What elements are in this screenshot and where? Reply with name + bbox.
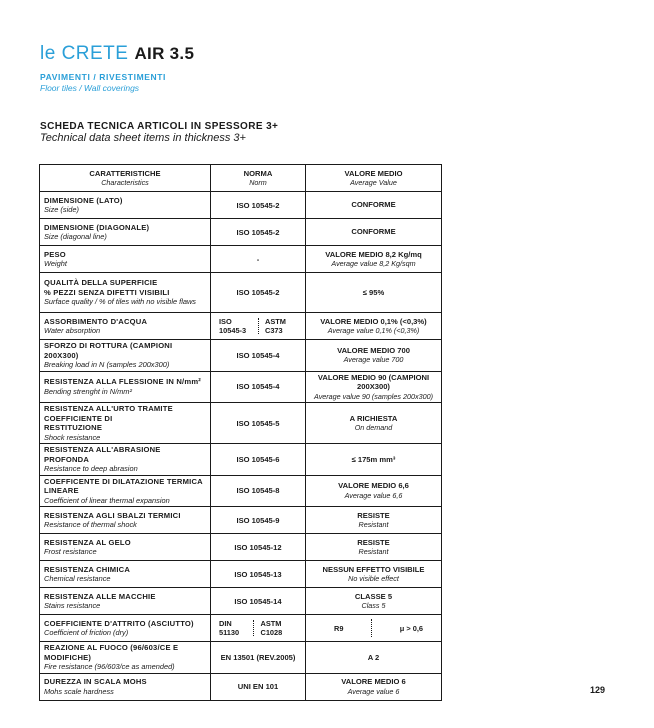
characteristic-it: RESISTENZA ALL'ABRASIONE PROFONDA [44, 445, 161, 464]
norm-cell: - [211, 246, 306, 273]
norm-cell: ISO 10545-2 [211, 192, 306, 219]
characteristic-it: ASSORBIMENTO D'ACQUA [44, 316, 148, 326]
value-cell [306, 615, 442, 642]
characteristic-en: Weight [44, 259, 67, 268]
value-it: RESISTE [357, 510, 390, 520]
table-row [40, 313, 442, 340]
characteristic-cell [40, 444, 211, 476]
brand-header [40, 43, 194, 65]
value-en: Average value 90 (samples 200x300) [314, 391, 433, 401]
value-cell [306, 219, 442, 246]
brand-name: le CRETE [40, 43, 129, 64]
characteristic-it: RESISTENZA CHIMICA [44, 564, 131, 574]
value-en: Average value 6 [347, 686, 400, 696]
norm-primary: ISO 10545-3 [219, 317, 247, 335]
characteristic-it: RESISTENZA AL GELO [44, 537, 131, 547]
characteristic-en: Size (diagonal line) [44, 232, 107, 241]
table-row [40, 340, 442, 372]
characteristic-en: Coefficient of friction (dry) [44, 628, 129, 637]
norm-secondary: ASTM C1028 [260, 619, 283, 637]
table-row [40, 673, 442, 700]
value-en: Resistant [358, 520, 389, 529]
value-en: Average value 0,1% (<0,3%) [327, 326, 420, 335]
characteristic-en: Mohs scale hardness [44, 686, 114, 696]
characteristic-it: QUALITÀ DELLA SUPERFICIE [44, 278, 158, 288]
norm-cell [211, 313, 306, 340]
dotted-divider [371, 619, 372, 637]
category-italian: PAVIMENTI / RIVESTIMENTI [40, 72, 167, 82]
characteristic-en: Coefficient of linear thermal expansion [44, 495, 170, 505]
norm-cell: ISO 10545-4 [211, 371, 306, 403]
characteristic-cell [40, 273, 211, 313]
table-row [40, 588, 442, 615]
norm-cell: ISO 10545-2 [211, 273, 306, 313]
value-cell [306, 246, 442, 273]
table-row [40, 219, 442, 246]
value-en: Class 5 [361, 601, 386, 610]
characteristic-en: Chemical resistance [44, 574, 111, 583]
value-it: ≤ 95% [362, 287, 385, 297]
value-secondary: μ > 0,6 [399, 623, 423, 633]
header-label-it: NORMA [243, 168, 273, 178]
value-en: Average value 6,6 [344, 490, 403, 500]
characteristic-en: Resistance of thermal shock [44, 520, 137, 529]
value-primary: R9 [334, 623, 344, 633]
characteristic-it: COEFFICIENTE D'ATTRITO (ASCIUTTO) [44, 618, 194, 628]
product-model: AIR 3.5 [134, 44, 195, 63]
characteristic-cell [40, 371, 211, 403]
value-it: VALORE MEDIO 700 [337, 345, 410, 355]
characteristic-it: RESISTENZA ALLE MACCHIE [44, 591, 156, 601]
header-norm [211, 165, 306, 192]
value-it: A RICHIESTA [349, 413, 398, 423]
value-it: A 2 [367, 652, 380, 662]
characteristic-cell [40, 192, 211, 219]
characteristic-it: RESISTENZA ALLA FLESSIONE IN N/mm² [44, 377, 201, 387]
value-it: VALORE MEDIO 6,6 [338, 481, 409, 491]
dotted-divider [258, 318, 259, 334]
header-label-en: Average Value [350, 178, 397, 187]
value-cell [306, 588, 442, 615]
header-label-it: VALORE MEDIO [344, 168, 403, 178]
table-row [40, 615, 442, 642]
characteristic-it: COEFFICENTE DI DILATAZIONE TERMICA LINEARE [44, 476, 203, 495]
value-it: VALORE MEDIO 90 (CAMPIONI 200X300) [317, 372, 430, 391]
value-cell [306, 673, 442, 700]
table-row [40, 192, 442, 219]
characteristic-cell [40, 615, 211, 642]
characteristic-cell [40, 475, 211, 507]
dotted-divider [253, 620, 254, 636]
table-row [40, 642, 442, 674]
characteristic-en: Resistance to deep abrasion [44, 464, 138, 473]
norm-cell: ISO 10545-5 [211, 403, 306, 444]
characteristic-it: RESISTENZA AGLI SBALZI TERMICI [44, 510, 181, 520]
table-row [40, 403, 442, 444]
table-row [40, 444, 442, 476]
value-cell [306, 444, 442, 476]
norm-cell: ISO 10545-14 [211, 588, 306, 615]
characteristic-en: Surface quality / % of tiles with no visible flaws [44, 297, 196, 307]
value-cell [306, 403, 442, 444]
value-en: Average value 8,2 Kg/sqm [331, 259, 416, 268]
value-it: CLASSE 5 [354, 591, 393, 601]
characteristic-en: Size (side) [44, 205, 79, 214]
norm-cell: ISO 10545-12 [211, 534, 306, 561]
header-label-it: CARATTERISTICHE [89, 168, 161, 178]
value-it: ≤ 175m mm³ [351, 454, 396, 464]
table-row [40, 273, 442, 313]
header-average-value [306, 165, 442, 192]
norm-cell: ISO 10545-8 [211, 475, 306, 507]
value-it: CONFORME [351, 200, 396, 210]
category-english: Floor tiles / Wall coverings [40, 83, 140, 93]
value-en: No visible effect [348, 574, 399, 583]
sheet-title-italian: SCHEDA TECNICA ARTICOLI IN SPESSORE 3+ [40, 121, 279, 132]
value-en: Resistant [358, 547, 389, 556]
characteristic-cell [40, 340, 211, 372]
norm-cell: ISO 10545-4 [211, 340, 306, 372]
table-row [40, 534, 442, 561]
characteristic-en: Water absorption [44, 326, 101, 335]
characteristic-it: PESO [44, 249, 66, 259]
norm-cell: ISO 10545-13 [211, 561, 306, 588]
norm-secondary: ASTM C373 [264, 317, 286, 335]
norm-cell: UNI EN 101 [211, 673, 306, 700]
characteristic-en: Fire resistance (96/603/ce as amended) [44, 662, 175, 671]
norm-cell [211, 615, 306, 642]
value-it: VALORE MEDIO 8,2 Kg/mq [325, 249, 422, 259]
norm-cell: ISO 10545-6 [211, 444, 306, 476]
characteristic-it: RESISTENZA ALL'URTO TRAMITE COEFFICIENTE DI [44, 404, 173, 423]
value-cell [306, 192, 442, 219]
table-header-row [40, 165, 442, 192]
characteristic-cell [40, 403, 211, 444]
value-cell [306, 534, 442, 561]
norm-cell: ISO 10545-2 [211, 219, 306, 246]
page-number: 129 [590, 685, 606, 695]
value-it: VALORE MEDIO 6 [341, 677, 406, 686]
technical-data-table [39, 164, 442, 701]
value-cell [306, 273, 442, 313]
characteristic-cell [40, 673, 211, 700]
value-it: RESISTE [357, 537, 390, 547]
table-row [40, 561, 442, 588]
value-en: Average value 700 [343, 355, 404, 365]
characteristic-it-line2: % PEZZI SENZA DIFETTI VISIBILI [44, 287, 170, 297]
characteristic-cell [40, 246, 211, 273]
value-it: VALORE MEDIO 0,1% (<0,3%) [320, 316, 427, 326]
characteristic-en: Bending strenght in N/mm² [44, 386, 132, 396]
table-row [40, 507, 442, 534]
characteristic-cell [40, 534, 211, 561]
characteristic-cell [40, 561, 211, 588]
norm-cell: EN 13501 (REV.2005) [211, 642, 306, 674]
characteristic-cell [40, 313, 211, 340]
norm-cell: ISO 10545-9 [211, 507, 306, 534]
characteristic-en: Frost resistance [44, 547, 97, 556]
characteristic-it: DIMENSIONE (LATO) [44, 195, 123, 205]
characteristic-it-line2: RESTITUZIONE [44, 423, 103, 432]
header-characteristics [40, 165, 211, 192]
characteristic-it: REAZIONE AL FUOCO (96/603/CE E MODIFICHE) [44, 643, 179, 662]
table-row [40, 246, 442, 273]
characteristic-en: Breaking load in N (samples 200x300) [44, 360, 170, 369]
table-row [40, 475, 442, 507]
value-cell [306, 642, 442, 674]
value-cell [306, 507, 442, 534]
value-cell [306, 340, 442, 372]
characteristic-en: Stains resistance [44, 601, 101, 610]
characteristic-cell [40, 219, 211, 246]
sheet-title-english: Technical data sheet items in thickness 3+ [40, 132, 246, 144]
characteristic-cell [40, 642, 211, 674]
characteristic-it: DUREZZA IN SCALA MOHS [44, 677, 147, 686]
header-label-en: Norm [249, 178, 267, 187]
value-cell [306, 313, 442, 340]
table-row [40, 371, 442, 403]
value-it: CONFORME [351, 227, 396, 237]
value-cell [306, 475, 442, 507]
characteristic-cell [40, 507, 211, 534]
value-cell [306, 371, 442, 403]
value-en: On demand [354, 423, 393, 432]
norm-primary: DIN 51130 [219, 619, 240, 637]
value-it: NESSUN EFFETTO VISIBILE [322, 564, 425, 574]
value-cell [306, 561, 442, 588]
characteristic-cell [40, 588, 211, 615]
characteristic-en: Shock resistance [44, 432, 101, 442]
characteristic-it: SFORZO DI ROTTURA (CAMPIONI 200X300) [44, 341, 173, 360]
characteristic-it: DIMENSIONE (DIAGONALE) [44, 222, 150, 232]
header-label-en: Characteristics [101, 178, 149, 187]
